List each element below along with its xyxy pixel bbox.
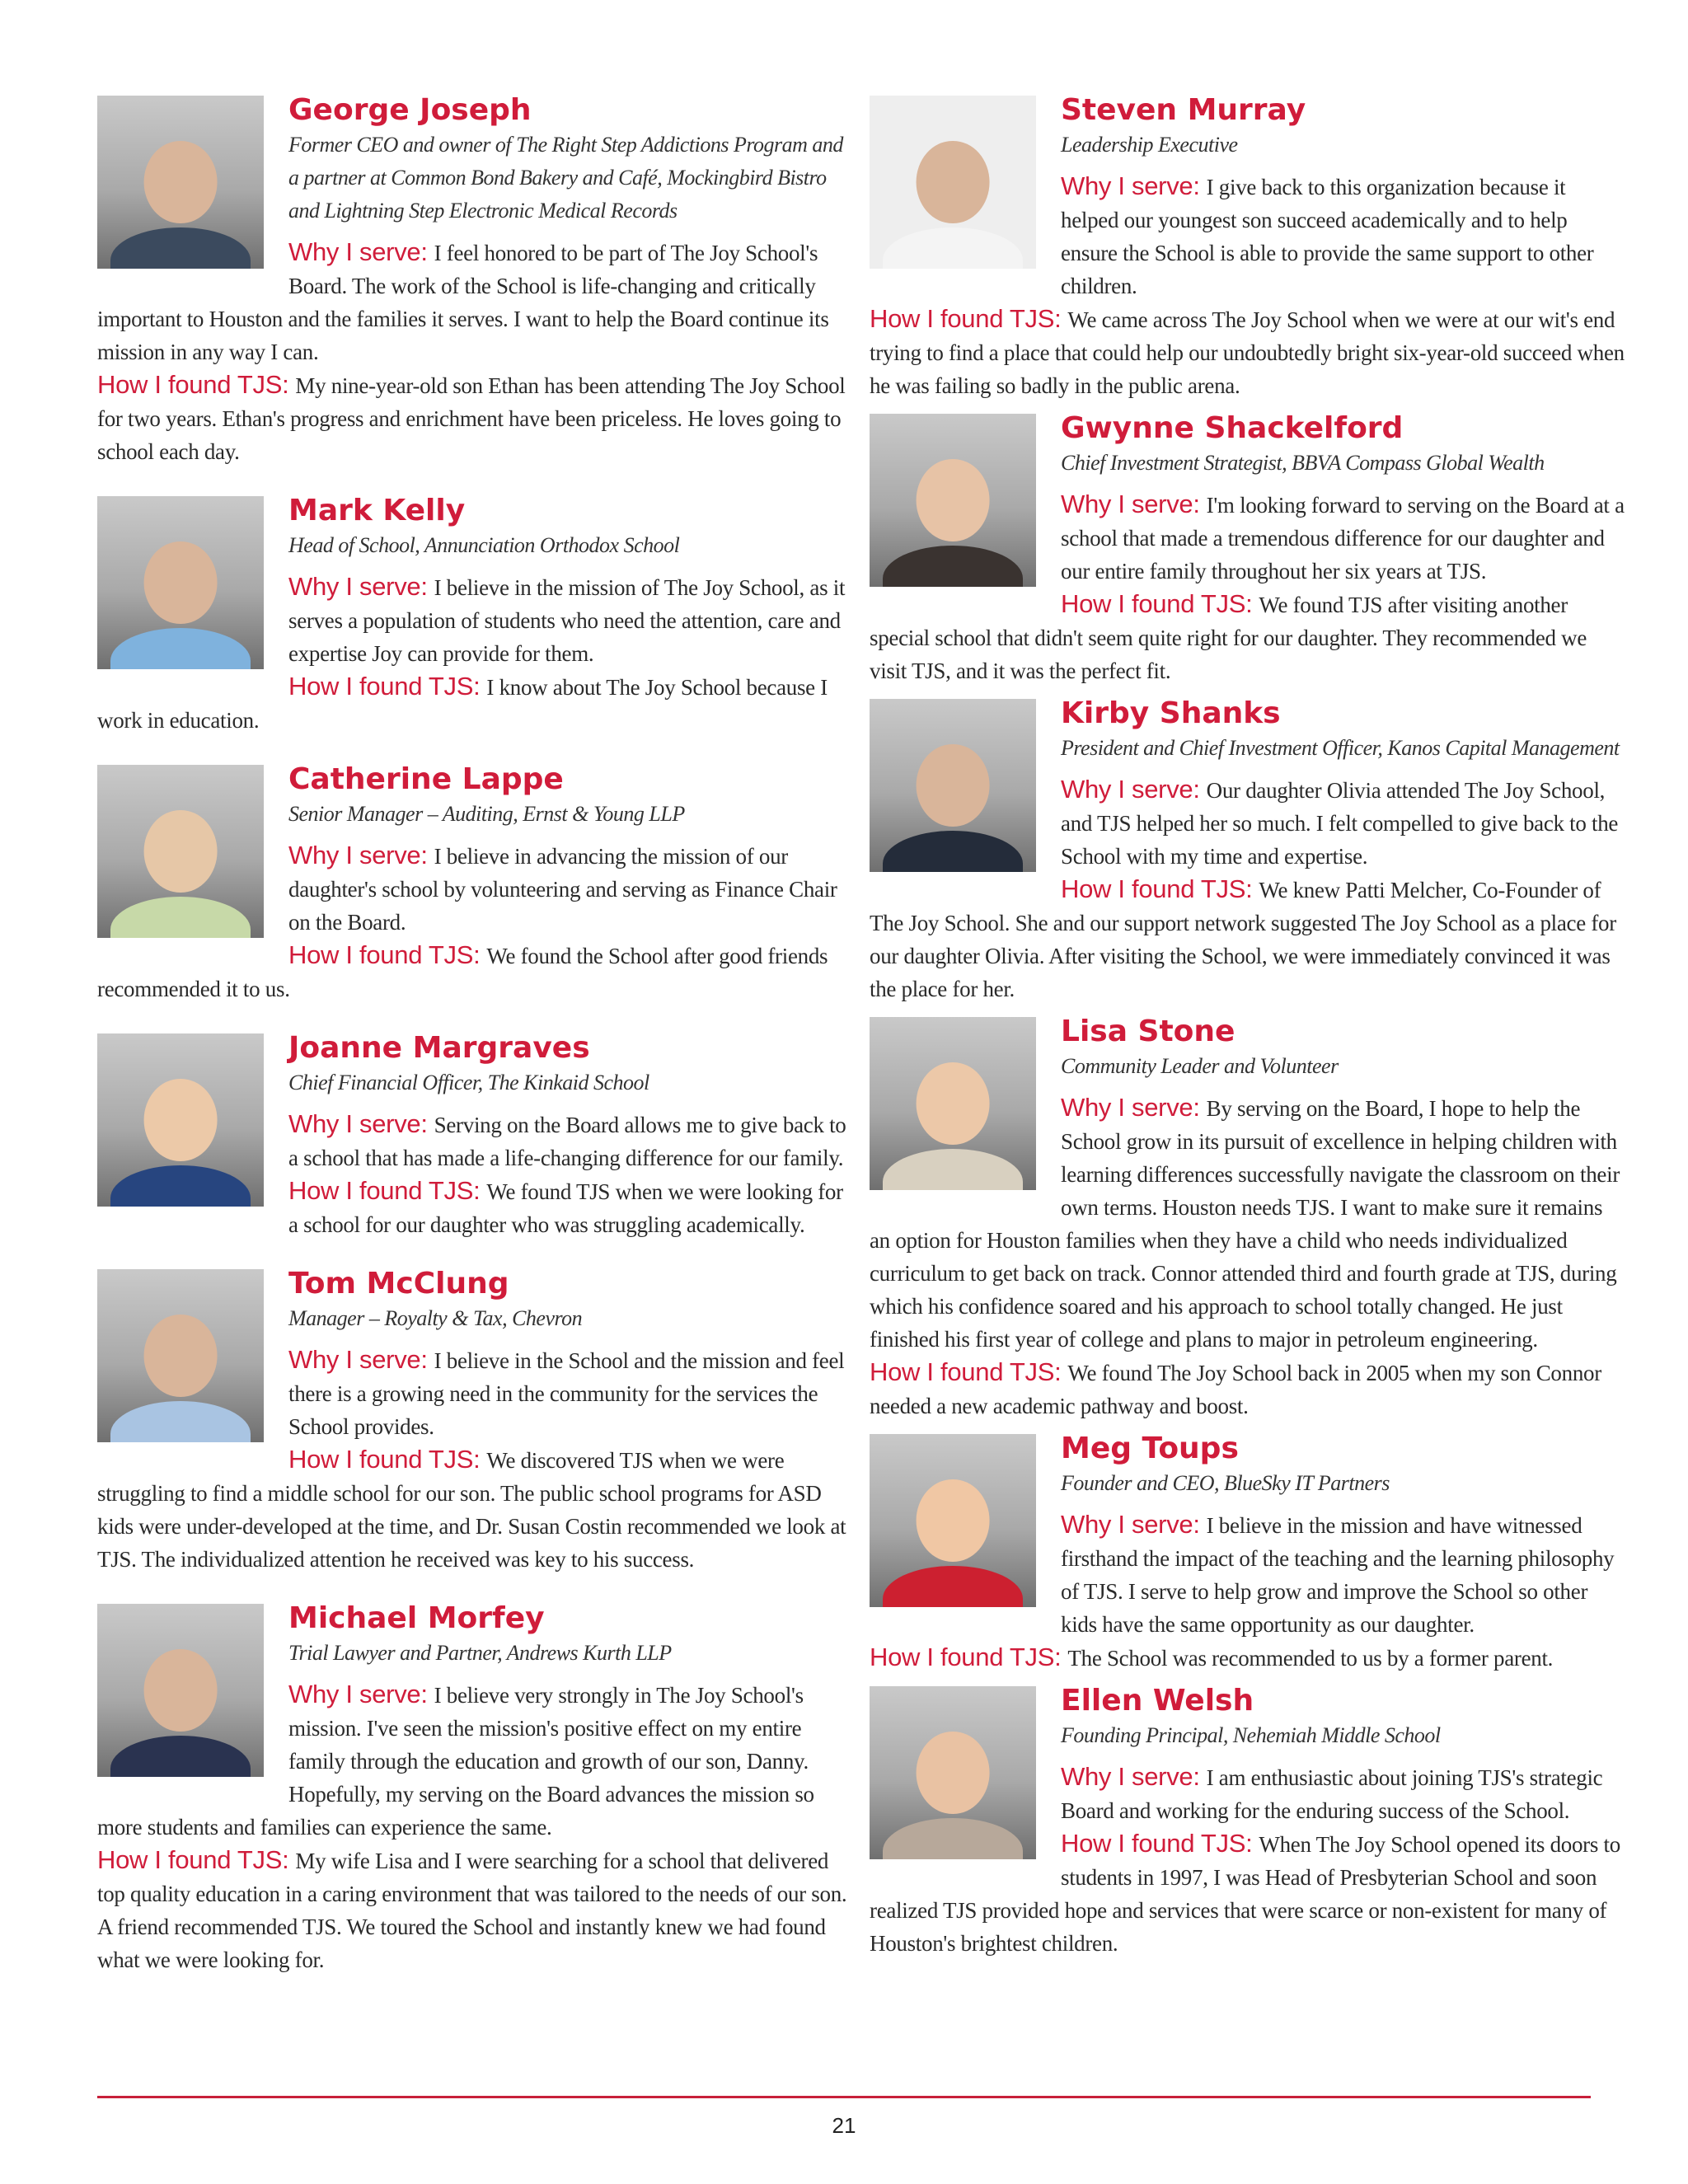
- why-serve-label: Why I serve:: [288, 237, 428, 266]
- profile-george-joseph: [97, 92, 856, 468]
- profile-joanne-margraves: [97, 1030, 856, 1241]
- member-title: Manager – Royalty & Tax, Chevron: [288, 1306, 583, 1330]
- portrait-catherine-lappe: [97, 765, 264, 938]
- why-serve-label: Why I serve:: [1061, 1093, 1200, 1122]
- portrait-lisa-stone: [870, 1017, 1036, 1190]
- why-serve-text: I'm looking forward to serving on the Board at a school that made a tremendous difference for our daughter and our entire family throughout her six years at TJS.: [1061, 493, 1625, 583]
- member-title: Community Leader and Volunteer: [1061, 1054, 1339, 1078]
- profile-kirby-shanks: [870, 696, 1628, 1005]
- why-serve-label: Why I serve:: [288, 841, 428, 869]
- how-found-label: How I found TJS:: [97, 370, 289, 399]
- why-serve-label: Why I serve:: [288, 1345, 428, 1374]
- how-found-label: How I found TJS:: [1061, 874, 1253, 903]
- member-name: Kirby Shanks: [1061, 696, 1281, 730]
- member-name: Ellen Welsh: [1061, 1684, 1254, 1718]
- member-name: Meg Toups: [1061, 1432, 1239, 1465]
- portrait-michael-morfey: [97, 1604, 264, 1777]
- how-found-text: We found The Joy School back in 2005 when my son Connor needed a new academic pathway and boost.: [870, 1361, 1601, 1418]
- member-title: Founding Principal, Nehemiah Middle School: [1061, 1723, 1441, 1747]
- portrait-tom-mcclung: [97, 1269, 264, 1442]
- how-found-text: We discovered TJS when we were struggling to find a middle school for our son. The public school programs for ASD kids were under-developed at the time, and Dr. Susan Costin recommended we look at TJS. The individualized attention he received was key to his success.: [97, 1448, 846, 1572]
- member-name: Joanne Margraves: [288, 1031, 590, 1065]
- member-name: Steven Murray: [1061, 93, 1306, 127]
- why-serve-text: Our daughter Olivia attended The Joy School, and TJS helped her so much. I felt compelled to give back to the School with my time and expertise.: [1061, 778, 1619, 869]
- why-serve-text: I believe in the mission of The Joy School, as it serves a population of students who need the attention, care and expertise Joy can provide for them.: [288, 575, 846, 666]
- why-serve-text: I believe very strongly in The Joy School's mission. I've seen the mission's positive effect on my entire family through the education and growth of our son, Danny. Hopefully, my serving on the Board advances the mission so more students and families can experience the same.: [97, 1683, 814, 1840]
- why-serve-text: I believe in the mission and have witnessed firsthand the impact of the teaching and the learning philosophy of TJS. I serve to help grow and improve the School so other kids have the same opportunity as our daughter.: [1061, 1513, 1615, 1637]
- how-found-label: How I found TJS:: [870, 1357, 1062, 1386]
- profile-catherine-lappe: [97, 762, 856, 1005]
- how-found-paragraph: [97, 1443, 856, 1576]
- portrait-gwynne-shackelford: [870, 414, 1036, 587]
- how-found-text: When The Joy School opened its doors to students in 1997, I was Head of Presbyterian School and soon realized TJS provided hope and services that were scarce or non-existent for many of Houston's brightest children.: [870, 1832, 1620, 1956]
- how-found-text: I know about The Joy School because I work in education.: [97, 675, 828, 733]
- member-name: Tom McClung: [288, 1267, 509, 1301]
- why-serve-text: I feel honored to be part of The Joy School's Board. The work of the School is life-changing and critically important to Houston and the families it serves. I want to help the Board continue its mission in any way I can.: [97, 241, 829, 364]
- how-found-text: We found TJS when we were looking for a school for our daughter who was struggling academically.: [288, 1179, 843, 1237]
- member-name: Gwynne Shackelford: [1061, 411, 1404, 445]
- how-found-paragraph: [97, 670, 856, 737]
- how-found-paragraph: [870, 588, 1628, 687]
- how-found-label: How I found TJS:: [97, 1845, 289, 1874]
- profile-mark-kelly: [97, 493, 856, 737]
- member-title: Founder and CEO, BlueSky IT Partners: [1061, 1471, 1390, 1495]
- how-found-paragraph: [870, 1356, 1628, 1422]
- portrait-kirby-shanks: [870, 699, 1036, 872]
- how-found-label: How I found TJS:: [870, 304, 1062, 333]
- portrait-ellen-welsh: [870, 1686, 1036, 1859]
- profile-ellen-welsh: [870, 1683, 1628, 1960]
- how-found-label: How I found TJS:: [288, 940, 481, 969]
- how-found-text: We found the School after good friends recommended it to us.: [97, 944, 828, 1001]
- how-found-paragraph: [97, 939, 856, 1005]
- why-serve-text: Serving on the Board allows me to give back to a school that has made a life-changing difference for our family.: [288, 1113, 846, 1170]
- profile-michael-morfey: [97, 1601, 856, 1976]
- member-title: Chief Financial Officer, The Kinkaid School: [288, 1071, 649, 1094]
- profile-steven-murray: [870, 92, 1628, 402]
- why-serve-label: Why I serve:: [1061, 1762, 1200, 1791]
- member-name: Michael Morfey: [288, 1601, 545, 1635]
- left-column: [97, 92, 856, 1976]
- member-title: Trial Lawyer and Partner, Andrews Kurth LLP: [288, 1641, 672, 1665]
- how-found-label: How I found TJS:: [1061, 1829, 1253, 1858]
- profile-tom-mcclung: [97, 1266, 856, 1576]
- why-serve-label: Why I serve:: [1061, 1510, 1200, 1539]
- how-found-paragraph: [870, 302, 1628, 402]
- why-serve-text: I am enthusiastic about joining TJS's strategic Board and working for the enduring success of the School.: [1061, 1765, 1603, 1823]
- how-found-label: How I found TJS:: [288, 1176, 481, 1205]
- how-found-text: My nine-year-old son Ethan has been attending The Joy School for two years. Ethan's progress and enrichment have been priceless. He loves going to school each day.: [97, 373, 846, 464]
- member-title: Head of School, Annunciation Orthodox School: [288, 533, 680, 557]
- how-found-paragraph: [870, 1641, 1628, 1675]
- how-found-paragraph: [97, 1844, 856, 1976]
- portrait-george-joseph: [97, 96, 264, 269]
- how-found-paragraph: [97, 368, 856, 468]
- how-found-label: How I found TJS:: [288, 672, 481, 701]
- why-serve-label: Why I serve:: [288, 572, 428, 601]
- how-found-label: How I found TJS:: [870, 1643, 1062, 1671]
- member-name: Lisa Stone: [1061, 1015, 1236, 1048]
- portrait-meg-toups: [870, 1434, 1036, 1607]
- why-serve-label: Why I serve:: [1061, 171, 1200, 200]
- portrait-joanne-margraves: [97, 1033, 264, 1207]
- how-found-text: We found TJS after visiting another special school that didn't seem quite right for our daughter. They recommended we visit TJS, and it was the perfect fit.: [870, 593, 1587, 683]
- why-serve-text: By serving on the Board, I hope to help the School grow in its pursuit of excellence in helping children with learning differences successfully navigate the classroom on their own terms. Houston needs TJS. I want to make sure it remains an option for Houston families when they have a child who needs individualized curriculum to get back on track. Connor attended third and fourth grade at TJS, during which his confidence soared and his approach to school totally changed. He just finished his first year of college and plans to major in petroleum engineering.: [870, 1096, 1620, 1352]
- member-name: Mark Kelly: [288, 494, 466, 527]
- right-column: [870, 92, 1628, 1960]
- member-title: Senior Manager – Auditing, Ernst & Young LLP: [288, 802, 685, 826]
- how-found-paragraph: [870, 873, 1628, 1005]
- portrait-mark-kelly: [97, 496, 264, 669]
- portrait-steven-murray: [870, 96, 1036, 269]
- member-title: Chief Investment Strategist, BBVA Compass Global Wealth: [1061, 451, 1545, 475]
- why-serve-label: Why I serve:: [288, 1680, 428, 1708]
- member-title: President and Chief Investment Officer, Kanos Capital Management: [1061, 736, 1620, 760]
- how-found-text: The School was recommended to us by a former parent.: [1067, 1646, 1554, 1671]
- member-title: Leadership Executive: [1061, 133, 1238, 157]
- how-found-label: How I found TJS:: [288, 1445, 481, 1474]
- how-found-text: We came across The Joy School when we were at our wit's end trying to find a place that could help our undoubtedly bright six-year-old succeed when he was failing so badly in the public arena.: [870, 307, 1625, 398]
- how-found-label: How I found TJS:: [1061, 589, 1253, 618]
- profile-lisa-stone: [870, 1014, 1628, 1422]
- member-title: Former CEO and owner of The Right Step Addictions Program and a partner at Common Bond Bakery and Café, Mockingbird Bistro and Lightning Step Electronic Medical Records: [288, 133, 843, 223]
- how-found-text: My wife Lisa and I were searching for a school that delivered top quality education in a caring environment that was tailored to the needs of our son. A friend recommended TJS. We toured the School and instantly knew we had found what we were looking for.: [97, 1849, 847, 1972]
- why-serve-label: Why I serve:: [288, 1109, 428, 1138]
- why-serve-label: Why I serve:: [1061, 775, 1200, 804]
- why-serve-text: I believe in the School and the mission and feel there is a growing need in the community for the services the School provides.: [288, 1348, 845, 1439]
- footer-rule: [97, 2096, 1591, 2098]
- why-serve-label: Why I serve:: [1061, 490, 1200, 518]
- how-found-text: We knew Patti Melcher, Co-Founder of The Joy School. She and our support network suggested The Joy School as a place for our daughter Olivia. After visiting the School, we were immediately convinced it was the place for her.: [870, 878, 1616, 1001]
- page-number: 21: [832, 2113, 856, 2138]
- why-serve-text: I believe in advancing the mission of our daughter's school by volunteering and serving as Finance Chair on the Board.: [288, 844, 837, 935]
- member-name: George Joseph: [288, 93, 532, 127]
- why-serve-text: I give back to this organization because it helped our youngest son succeed academically and to help ensure the School is able to provide the same support to other children.: [1061, 175, 1594, 298]
- profile-gwynne-shackelford: [870, 410, 1628, 687]
- profile-meg-toups: [870, 1431, 1628, 1675]
- member-name: Catherine Lappe: [288, 762, 564, 796]
